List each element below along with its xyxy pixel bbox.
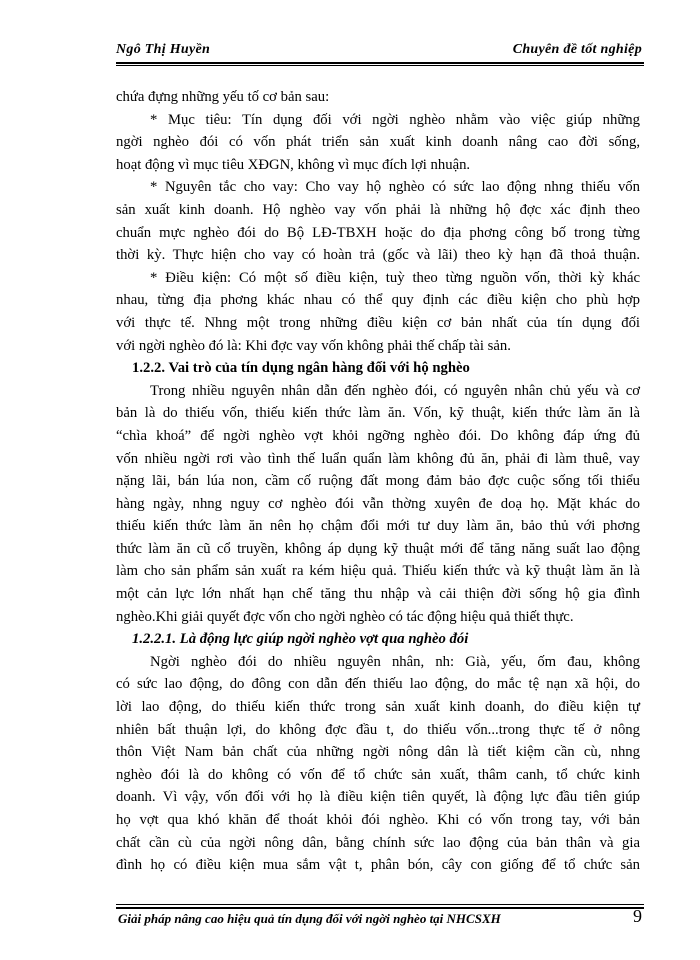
document-body	[116, 86, 640, 877]
text-line: * Điều kiện: Có một số điều kiện, tuỳ theo từng nguồn vốn, thời kỳ khác	[150, 269, 640, 286]
text-line: lời lao động, do thiếu kiến thức trong sản xuất kinh doanh, do điều kiện tự	[116, 699, 640, 716]
text-line: Trong nhiều nguyên nhân dẫn đến nghèo đói, có nguyên nhân chủ yếu và cơ	[150, 382, 640, 399]
text-line: bản là do thiếu vốn, thiếu kiến thức làm ăn. Vốn, kỹ thuật, kiến thức làm ăn là	[116, 405, 640, 422]
text-line: thôn Việt Nam bản chất của những ngời nông dân là tiết kiệm cần cù, nhng	[116, 744, 640, 761]
text-line: đình họ có điều kiện mua sắm vật t, phân bón, cây con giống để tổ chức sản	[116, 857, 640, 874]
text-line: với ngời nghèo đó là: Khi đợc vay vốn không phải thế chấp tài sản.	[116, 337, 511, 354]
text-line: chứa đựng những yếu tố cơ bản sau:	[116, 89, 330, 105]
footer-title: Giải pháp nâng cao hiệu quả tín dụng đối với ngời nghèo tại NHCSXH	[118, 911, 501, 926]
subsection-heading: 1.2.2.1. Là động lực giúp ngời nghèo vợt qua nghèo đói	[132, 631, 469, 648]
text-line: chuẩn mực nghèo đói do Bộ LĐ-TBXH hoặc do địa phơng công bố trong từng	[116, 224, 640, 241]
text-line: hoạt động vì mục tiêu XĐGN, không vì mục đích lợi nhuận.	[116, 156, 471, 173]
text-line: doanh. Vì vậy, vốn đối với họ là điều kiện tiên quyết, là động lực đầu tiên giúp	[116, 789, 640, 806]
text-line: với thực tế. Nhng một trong những điều kiện cơ bản nhất của tín dụng đối	[116, 314, 640, 331]
text-line: nghèo đói là do không có vốn để tổ chức sản xuất, thâm canh, tổ chức kinh	[116, 766, 640, 783]
text-line: hàng ngày, nhng nguy cơ nghèo đói vẫn thờng xuyên đe doạ họ. Mặt khác do	[116, 495, 640, 512]
text-line: thời kỳ. Thực hiện cho vay có hoàn trả (gốc và lãi) theo kỳ hạn đã thoả thuận.	[116, 247, 640, 264]
text-line: thức làm ăn cũ cổ truyền, không áp dụng kỹ thuật mới để tăng năng suất lao động	[116, 540, 640, 557]
text-line: ngời nghèo đói có vốn phát triển sản xuất kinh doanh nâng cao đời sống,	[116, 134, 640, 151]
text-line: có sức lao động, do đông con dẫn đến thiếu lao động, do mắc tệ nạn xã hội, do	[116, 676, 640, 693]
header-rule-thin	[116, 65, 644, 66]
text-line: vốn nhiều ngời rơi vào tình thế luẩn quẩn làm không đủ ăn, phải đi làm thuê, vay	[116, 450, 640, 467]
text-line: nghèo.Khi giải quyết đợc vốn cho ngời nghèo có tác động hiệu quả thiết thực.	[116, 608, 574, 625]
text-line: một cản lực lớn nhất hạn chế tăng thu nhập và cải thiện đời sống hộ gia đình	[116, 586, 640, 603]
text-line: thiếu kiến thức làm ăn nên họ chậm đổi mới tư duy làm ăn, bảo thủ với phơng	[116, 518, 640, 535]
header-title: Chuyên đề tốt nghiệp	[512, 42, 642, 57]
text-line: họ vợt qua khó khăn để thoát khỏi đói nghèo. Khi có vốn trong tay, với bản	[116, 812, 640, 828]
section-heading: 1.2.2. Vai trò của tín dụng ngân hàng đối với hộ nghèo	[132, 360, 470, 377]
text-line: nặng lãi, bán lúa non, cầm cố ruộng đất mong đảm bảo đợc cuộc sống tối thiểu	[116, 473, 640, 490]
text-line: sản xuất kinh doanh. Hộ nghèo vay vốn phải là những hộ đợc xác định theo	[116, 201, 640, 218]
text-line: chất cần cù của ngời nông dân, bằng chính sức lao động của bản thân và gia	[116, 834, 640, 851]
text-line: Ngời nghèo đói do nhiều nguyên nhân, nh: Già, yếu, ốm đau, không	[150, 653, 640, 670]
text-line: * Nguyên tắc cho vay: Cho vay hộ nghèo có sức lao động nhng thiếu vốn	[150, 179, 640, 196]
text-line: nhiên bất thuận lợi, do không đợc đầu t, do thiếu vốn...trong thực tế ở nông	[116, 721, 640, 738]
header-author: Ngô Thị Huyền	[116, 42, 211, 57]
text-line: * Mục tiêu: Tín dụng đối với ngời nghèo nhằm vào việc giúp những	[150, 111, 640, 128]
text-line: làm cho sản phẩm sản xuất ra kém hiệu quả. Thiếu kiến thức và kỹ thuật làm ăn là	[116, 563, 640, 580]
text-line: nhau, từng địa phơng khác nhau có thể quy định các điều kiện cho phù hợp	[116, 292, 640, 309]
page-number: 9	[633, 906, 642, 926]
footer-rule-thin	[116, 904, 644, 905]
text-line: “chìa khoá” để ngời nghèo vợt khỏi ngỡng nghèo đói. Do không đáp ứng đủ	[116, 427, 640, 444]
footer-rule	[116, 907, 644, 909]
header-rule	[116, 62, 644, 64]
